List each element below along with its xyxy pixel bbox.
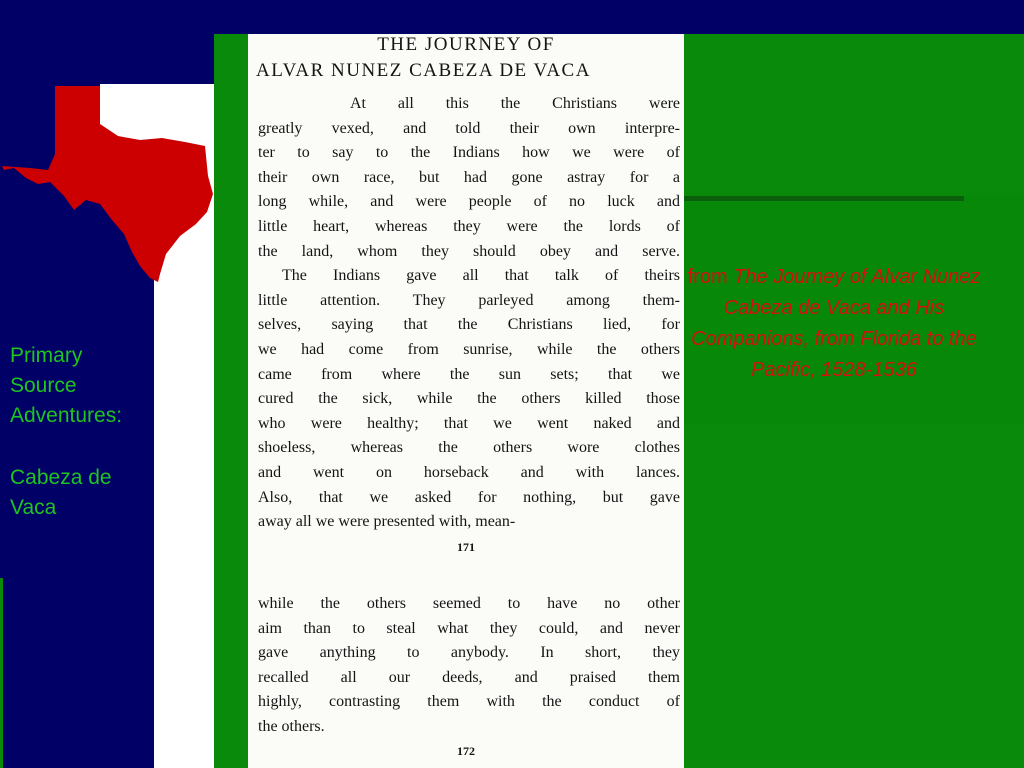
text-line: greatly vexed, and told their own interpre-: [258, 119, 680, 137]
caption-title: Primary Source Adventures:: [10, 344, 123, 427]
text-line: long while, and were people of no luck and: [258, 193, 680, 211]
page-header-line1: THE JOURNEY OF: [377, 34, 555, 55]
page2-number: 172: [457, 744, 475, 758]
page2-text: [258, 592, 680, 740]
text-line: and went on horseback and with lances.: [258, 463, 680, 481]
text-line: their own race, but had gone astray for a: [258, 168, 680, 186]
text-line: selves, saying that the Christians lied, for: [258, 316, 680, 334]
source-title: The Journey of Alvar Nunez Cabeza de Vaca and His Companions, from Florida to the Pacific, 1528-1536: [691, 266, 981, 381]
text-line: the land, whom they should obey and serve.: [258, 242, 680, 260]
source-citation: [684, 262, 984, 386]
text-line: we had come from sunrise, while the others: [258, 340, 680, 358]
text-line: little heart, whereas they were the lords of: [258, 217, 680, 235]
texas-map-icon: [0, 84, 214, 284]
text-line: At all this the Christians were: [350, 95, 680, 112]
page1-text: [258, 92, 680, 535]
text-line: while the others seemed to have no other: [258, 595, 680, 612]
text-line: Also, that we asked for nothing, but gave: [258, 488, 680, 506]
left-accent: [0, 578, 3, 768]
text-line: the others.: [258, 717, 325, 735]
text-line: ter to say to the Indians how we were of: [258, 144, 680, 162]
text-line: aim than to steal what they could, and never: [258, 619, 680, 637]
text-line: The Indians gave all that talk of theirs: [282, 267, 680, 285]
text-line: gave anything to anybody. In short, they: [258, 644, 680, 662]
caption-subject: Cabeza de Vaca: [10, 466, 112, 519]
text-line: away all we were presented with, mean-: [258, 513, 516, 531]
page-header-line2: ALVAR NUNEZ CABEZA DE VACA: [256, 60, 591, 81]
source-prefix: from: [687, 266, 734, 288]
text-line: who were healthy; that we went naked and: [258, 414, 680, 432]
text-line: recalled all our deeds, and praised them: [258, 668, 680, 686]
text-line: highly, contrasting them with the conduct of: [258, 693, 680, 711]
slide-caption: [10, 341, 150, 523]
page1-number: 171: [457, 540, 475, 554]
book-page-scan: [248, 34, 684, 768]
divider-line: [684, 196, 964, 201]
text-line: little attention. They parleyed among them-: [258, 291, 680, 309]
text-line: cured the sick, while the others killed those: [258, 390, 680, 408]
top-band: [0, 0, 1024, 34]
text-line: came from where the sun sets; that we: [258, 365, 680, 383]
text-line: shoeless, whereas the others wore clothes: [258, 439, 680, 457]
